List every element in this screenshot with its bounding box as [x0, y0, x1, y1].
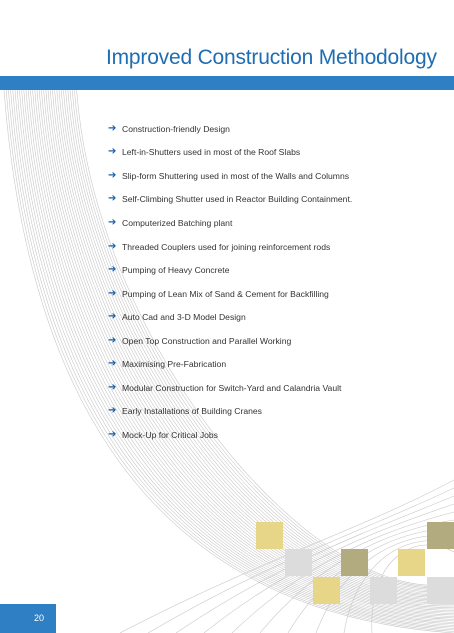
list-item-text: Threaded Couplers used for joining reinforcement rods	[122, 241, 331, 252]
right-arrow-icon: ➔	[108, 334, 117, 346]
right-arrow-icon: ➔	[108, 358, 117, 370]
list-item	[108, 258, 352, 282]
right-arrow-icon: ➔	[108, 311, 117, 323]
decorative-square	[256, 522, 283, 549]
right-arrow-icon: ➔	[108, 381, 117, 393]
right-arrow-icon: ➔	[108, 216, 117, 228]
page-title: Improved Construction Methodology	[106, 46, 437, 69]
right-arrow-icon: ➔	[108, 287, 117, 299]
list-item	[108, 376, 352, 400]
decorative-square	[285, 549, 312, 576]
list-item-text: Construction-friendly Design	[122, 123, 230, 134]
list-item-text: Mock-Up for Critical Jobs	[122, 429, 218, 440]
list-item	[108, 423, 352, 447]
decorative-square	[427, 522, 454, 549]
list-item	[108, 329, 352, 353]
right-arrow-icon: ➔	[108, 428, 117, 440]
list-item-text: Maximising Pre-Fabrication	[122, 359, 227, 370]
right-arrow-icon: ➔	[108, 146, 117, 158]
list-item	[108, 305, 352, 329]
list-item	[108, 117, 352, 141]
header-band	[0, 76, 454, 90]
right-arrow-icon: ➔	[108, 193, 117, 205]
decorative-square	[370, 577, 397, 604]
list-item	[108, 211, 352, 235]
list-item-text: Pumping of Heavy Concrete	[122, 265, 230, 276]
page-number-box	[0, 604, 56, 633]
list-item	[108, 235, 352, 259]
list-item-text: Pumping of Lean Mix of Sand & Cement for Backfilling	[122, 288, 329, 299]
bullet-list	[108, 117, 352, 447]
decorative-square	[313, 577, 340, 604]
right-arrow-icon: ➔	[108, 264, 117, 276]
list-item	[108, 352, 352, 376]
decorative-square	[427, 577, 454, 604]
list-item	[108, 164, 352, 188]
right-arrow-icon: ➔	[108, 240, 117, 252]
list-item-text: Computerized Batching plant	[122, 217, 233, 228]
list-item-text: Self-Climbing Shutter used in Reactor Building Containment.	[122, 194, 353, 205]
list-item	[108, 282, 352, 306]
list-item-text: Early Installations of Building Cranes	[122, 406, 262, 417]
page-number: 20	[34, 613, 45, 623]
right-arrow-icon: ➔	[108, 405, 117, 417]
list-item	[108, 188, 352, 212]
list-item-text: Left-in-Shutters used in most of the Roof Slabs	[122, 147, 301, 158]
list-item	[108, 400, 352, 424]
decorative-square	[398, 549, 425, 576]
decorative-square	[341, 549, 368, 576]
list-item-text: Open Top Construction and Parallel Working	[122, 335, 292, 346]
list-item-text: Slip-form Shuttering used in most of the Walls and Columns	[122, 170, 350, 181]
right-arrow-icon: ➔	[108, 169, 117, 181]
list-item-text: Auto Cad and 3-D Model Design	[122, 312, 246, 323]
list-item	[108, 141, 352, 165]
right-arrow-icon: ➔	[108, 122, 117, 134]
list-item-text: Modular Construction for Switch-Yard and Calandria Vault	[122, 382, 342, 393]
